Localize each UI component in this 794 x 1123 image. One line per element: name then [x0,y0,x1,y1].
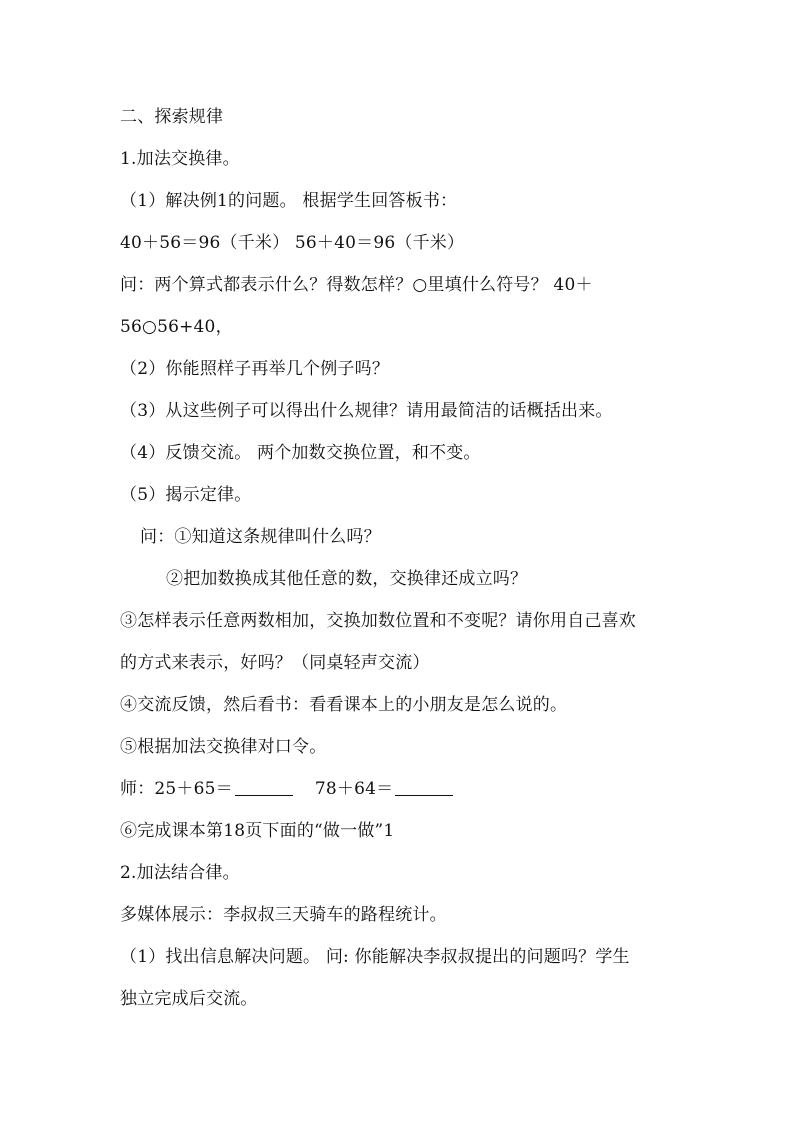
answer-blank-2 [395,779,453,796]
question-item-5: ⑤根据加法交换律对口令。 [120,737,327,757]
question-item-2: ②把加数换成其他任意的数，交换律还成立吗？ [166,569,528,589]
multimedia-line: 多媒体展示：李叔叔三天骑车的路程统计。 [120,905,447,925]
question-line: 问：两个算式都表示什么？得数怎样？○里填什么符号？ 40＋ [120,275,593,295]
oral-drill-first: 师：25＋65＝ [120,779,233,799]
paragraph-find-info-continued: 独立完成后交流。 [120,989,258,1009]
question-item-6: ⑥完成课本第18页下面的“做一做”1 [120,821,395,841]
paragraph-find-info: （1）找出信息解决问题。 问: 你能解决李叔叔提出的问题吗？学生 [120,947,630,967]
paragraph-step-3: （3）从这些例子可以得出什么规律？请用最简洁的话概括出来。 [120,401,613,421]
paragraph-step-4: （4）反馈交流。 两个加数交换位置，和不变。 [120,443,481,463]
heading-associative-law: 2.加法结合律。 [120,863,240,883]
oral-drill-line [120,777,453,801]
question-item-3-continued: 的方式来表示，好吗？（同桌轻声交流） [120,653,430,673]
section-title: 二、探索规律 [120,107,224,127]
answer-blank-1 [235,779,293,796]
question-item-4: ④交流反馈，然后看书：看看课本上的小朋友是怎么说的。 [120,695,568,715]
heading-commutative-law: 1.加法交换律。 [120,149,240,169]
comparison-line: 56○56+40， [120,317,233,337]
paragraph-step-2: （2）你能照样子再举几个例子吗？ [120,359,390,379]
question-item-1: 问：①知道这条规律叫什么吗？ [140,527,381,547]
equations-line: 40＋56＝96（千米） 56＋40＝96（千米） [120,233,465,253]
paragraph-step-5: （5）揭示定律。 [120,485,252,505]
oral-drill-second: 78＋64＝ [314,779,394,799]
question-item-3: ③怎样表示任意两数相加，交换加数位置和不变呢？请你用自己喜欢 [120,611,636,631]
paragraph-step-1: （1）解决例1的问题。 根据学生回答板书： [120,191,458,211]
